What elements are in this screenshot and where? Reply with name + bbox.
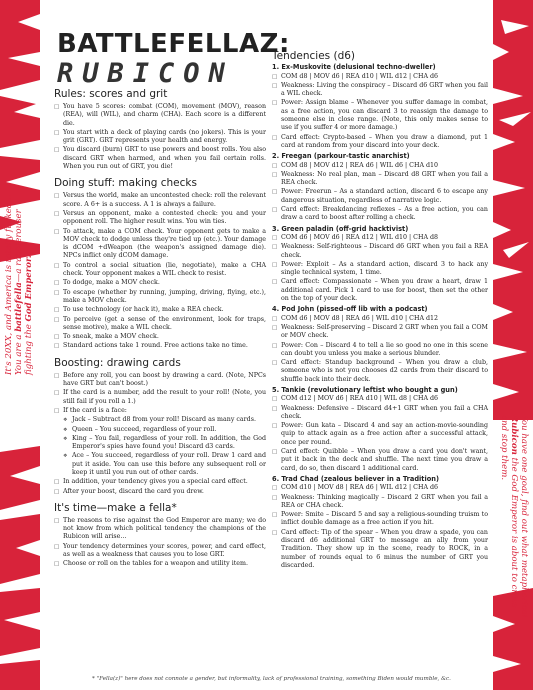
goal-text: the God Emperor is about to cross	[509, 454, 519, 608]
list-item: □ Weakness: Self-righteous – Discard d6 GRT when you fail a REA check.	[272, 243, 488, 260]
tendency-list	[272, 484, 488, 570]
rules-heading: Rules: scores and grit	[54, 88, 168, 100]
fella-heading: It's time—make a fella*	[54, 501, 177, 514]
checks-list	[54, 192, 266, 350]
list-item: □ Power: Freerun – As a standard action, discard 6 to escape any dangerous situation, regardless of narrative logic.	[272, 188, 488, 205]
tendency-title: 5. Tankie (revolutionary leftist who bought a gun)	[272, 385, 458, 394]
list-item: □ The reasons to rise against the God Emperor are many; we do not know from which political tendency the champions of the Rubicon will arise...	[54, 517, 266, 542]
face-card-item: ❖ Queen – You succeed, regardless of your roll.	[54, 426, 266, 434]
title-line-1: BATTLEFELLAZ:	[57, 29, 290, 59]
list-item: □ To sneak, make a MOV check.	[54, 333, 266, 341]
goal-line-1: You have one goal, find out what metaphorical	[519, 415, 529, 618]
tendency-title: 3. Green paladin (off-grid hacktivist)	[272, 224, 409, 233]
boosting-list	[54, 372, 266, 496]
list-item: □ To control a social situation (lie, negotiate), make a CHA check. Your opponent makes a WIL check to resist.	[54, 262, 266, 279]
tendency-block	[272, 63, 488, 150]
right-side-goal	[499, 415, 529, 617]
list-item: □ Weakness: Defensive – Discard d4+1 GRT when you fail a CHA check.	[272, 405, 488, 422]
list-item: □ You start with a deck of playing cards (no jokers). This is your grit (GRT). GRT represents your health and energy.	[54, 129, 266, 146]
tendency-block	[272, 305, 488, 384]
list-item: □ Weakness: Self-preserving – Discard 2 GRT when you fail a COM or MOV check.	[272, 324, 488, 341]
fella-list	[54, 517, 266, 569]
list-item: □ To use technology (or hack it), make a REA check.	[54, 306, 266, 314]
tendency-list	[272, 234, 488, 303]
list-item: □ To escape (whether by running, jumping, driving, flying, etc.), make a MOV check.	[54, 289, 266, 306]
list-item: □ Standard actions take 1 round. Free actions take no time.	[54, 342, 266, 350]
list-item: □ Weakness: No real plan, man – Discard d8 GRT when you fail a REA check.	[272, 171, 488, 188]
list-item: □ To perceive (get a sense of the environment, look for traps, sense motive), make a WIL check.	[54, 316, 266, 333]
face-card-item: ❖ King – You fail, regardless of your roll. In addition, the God Emperor's spies have found you! Discard d3 cards.	[54, 435, 266, 452]
list-item: □ COM d6 | MOV d8 | REA d6 | WIL d10 | CHA d12	[272, 315, 488, 323]
goal-line-2	[509, 415, 519, 617]
list-item: □ Power: Assign blame – Whenever you suffer damage in combat, as a free action, you can discard 3 to reassign the damage to someone else in close range. (Note, this only makes sense to use if you suffer 4 or more damage.)	[272, 99, 488, 132]
tendency-block	[272, 152, 488, 222]
list-item: □ Power: Con – Discard 4 to tell a lie so good no one in this scene can doubt you unless you make a serious blunder.	[272, 342, 488, 359]
goal-line-3: and stop them.	[499, 415, 509, 481]
tendencies-heading: Tendencies (d6)	[272, 50, 356, 62]
list-item: □ Choose or roll on the tables for a weapon and utility item.	[54, 560, 266, 568]
rules-list	[54, 103, 266, 171]
left-side-intro	[4, 194, 34, 375]
list-item: □ You discard (burn) GRT to use powers and boost rolls. You also discard GRT when harmed, and when you fail certain rolls. When you run out of GRT, you die!	[54, 146, 266, 171]
footnote: * "Fella(z)" here does not connote a gender, but informality, lack of professional training, something Biden would mumble, &c.	[92, 676, 451, 682]
list-item: □ COM d10 | MOV d8 | REA d6 | WIL d12 | CHA d6	[272, 484, 488, 492]
tendency-list	[272, 395, 488, 473]
list-item: □ If the card is a number, add the result to your roll! (Note, you still fail if you roll a 1.)	[54, 389, 266, 406]
list-item: □ Versus the world, make an uncontested check: roll the relevant score. A 6+ is a success. A 1 is always a failure.	[54, 192, 266, 209]
list-item: □ Weakness: Thinking magically – Discard 2 GRT when you fail a REA or CHA check.	[272, 494, 488, 511]
face-card-item: ❖ Ace – You succeed, regardless of your roll. Draw 1 card and put it aside. You can use this before any subsequent roll or keep it until you run out of other cards.	[54, 452, 266, 477]
tendency-block	[272, 475, 488, 570]
intro-line-3	[24, 194, 34, 375]
list-item: □ Power: Smite – Discard 5 and say a religious-sounding truism to inflict double damage as a free action if you hit.	[272, 511, 488, 528]
list-item: □ Power: Gun kata – Discard 4 and say an action-movie-sounding quip to attack again as a free action after a successful attack, once per round.	[272, 422, 488, 447]
list-item: □ You have 5 scores: combat (COM), movement (MOV), reason (REA), will (WIL), and charm (CHA). Each score is a different die.	[54, 103, 266, 128]
list-item: □ Card effect: Crypto-based – When you draw a diamond, put 1 card at random from your discard into your deck.	[272, 134, 488, 151]
list-item: □ Your tendency determines your scores, power, and card effect, as well as a weakness that causes you to lose GRT.	[54, 543, 266, 560]
tendency-list	[272, 73, 488, 151]
list-item: □ Versus an opponent, make a contested check: you and your opponent roll. The higher result wins. You win ties.	[54, 210, 266, 227]
tendency-list	[272, 315, 488, 384]
tendency-title: 1. Ex-Muskovite (delusional techno-dweller)	[272, 63, 436, 72]
list-item: □ Before any roll, you can boost by drawing a card. (Note, NPCs have GRT but can't boost.)	[54, 372, 266, 389]
list-item: □ Card effect: Compassionate – When you draw a heart, draw 1 additional card. Pick 1 card to use for boost, then set the other on the top of your deck.	[272, 278, 488, 303]
tendency-list	[272, 162, 488, 223]
list-item: □ COM d8 | MOV d12 | REA d6 | WIL d6 | CHA d10	[272, 162, 488, 170]
list-item: □ Card effect: Standup background – When you draw a club, someone who is not you chooses d2 cards from their discard to shuffle back into their deck.	[272, 359, 488, 384]
boosting-heading: Boosting: drawing cards	[54, 356, 181, 369]
list-item: □ To attack, make a COM check. Your opponent gets to make a MOV check to dodge unless they're tied up (etc.). Your damage is dCOM +dWeapon (the weapon's assigned damage die). NPCs inflict only dCOM damage.	[54, 228, 266, 261]
list-item: □ Card effect: Quibble – When you draw a card you don't want, put it back in the deck and shuffle. The next time you draw a card, do so, then discard 1 additional card.	[272, 448, 488, 473]
game-title	[57, 29, 290, 89]
intro-text: fighting the	[24, 321, 34, 375]
intro-line-2	[14, 194, 24, 375]
list-item: □ COM d8 | MOV d6 | REA d10 | WIL d12 | CHA d6	[272, 73, 488, 81]
intro-line-1: It's 20XX, and America is totally fucked...	[4, 194, 14, 375]
left-column	[54, 88, 266, 570]
tendency-block	[272, 225, 488, 304]
intro-bold-term: God Emperor.	[24, 255, 34, 322]
list-item: □ If the card is a face:	[54, 407, 266, 415]
intro-text: You are a	[14, 331, 24, 375]
tendency-title: 6. Trad Chad (zealous believer in a Tradition)	[272, 474, 439, 483]
tendency-title: 2. Freegan (parkour-tastic anarchist)	[272, 152, 410, 161]
list-item: □ Card effect: Breakdancing reflexes – As a free action, you can draw a card to boost after rolling a check.	[272, 206, 488, 223]
list-item: □ COM d6 | MOV d6 | REA d12 | WIL d10 | CHA d8	[272, 234, 488, 242]
list-item: □ To dodge, make a MOV check.	[54, 279, 266, 287]
list-item: □ Card effect: Tip of the spear – When you draw a spade, you can discard d6 additional GRT to message an ally from your Tradition. They show up in the scene, ready to ROCK, in a number of rounds equal to 6 minus the number of GRT you discarded.	[272, 529, 488, 570]
face-card-item: ❖ Jack – Subtract d8 from your roll! Discard as many cards.	[54, 416, 266, 424]
list-item: □ COM d12 | MOV d6 | REA d10 | WIL d8 | CHA d6	[272, 395, 488, 403]
intro-bold-term: battlefella	[14, 282, 24, 332]
checks-heading: Doing stuff: making checks	[54, 177, 197, 190]
list-item: □ Power: Exploit – As a standard action, discard 3 to hack any single technical system, 1 time.	[272, 261, 488, 278]
list-item: □ Weakness: Living the conspiracy – Discard d6 GRT when you fail a WIL check.	[272, 82, 488, 99]
list-item: □ After your boost, discard the card you drew.	[54, 488, 266, 496]
goal-bold-term: Rubicon	[509, 415, 519, 455]
title-line-2: RUBICON	[57, 58, 234, 89]
right-column	[272, 52, 488, 571]
tendency-block	[272, 386, 488, 473]
tendency-title: 4. Pod John (pissed-off lib with a podcast)	[272, 305, 428, 314]
list-item: □ In addition, your tendency gives you a special card effect.	[54, 478, 266, 486]
intro-text: —a rabblerouser	[14, 209, 24, 283]
